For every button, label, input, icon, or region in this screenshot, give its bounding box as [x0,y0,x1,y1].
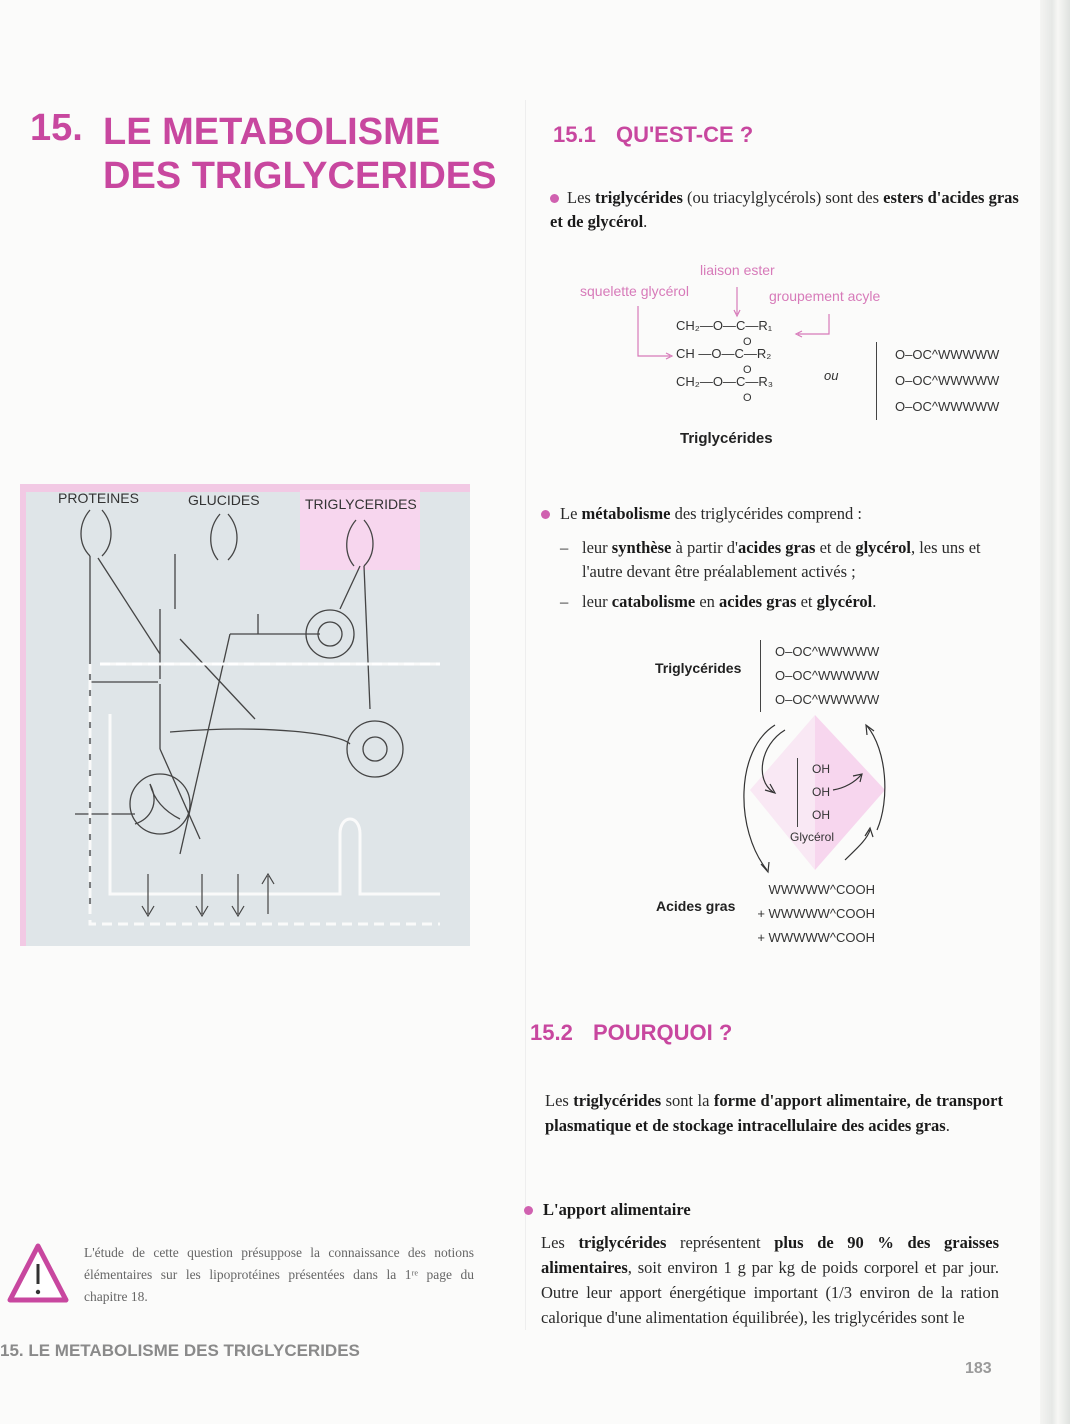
triglycerides-caption: Triglycérides [680,430,773,447]
pathway-diagram [20,484,470,946]
section2-title: POURQUOI ? [592,1020,733,1045]
list-item-synthese: – leur synthèse à partir d'acides gras et de glycérol, les uns et l'autre devant être préalablement activés ; [560,538,981,581]
cycle-triglycerides-label: Triglycérides [655,660,742,676]
cycle-triglyceride-chains: O–OC^WWWWW O–OC^WWWWW O–OC^WWWWW [760,640,879,712]
fatty-acids-formula: WWWWW^COOH + WWWWW^COOH + WWWWW^COOH [757,882,875,945]
label-triglycerides: TRIGLYCERIDES [305,496,417,512]
column-divider [525,100,526,1330]
label-proteines: PROTEINES [58,490,139,506]
metabolism-overview-figure [20,484,470,946]
chapter-title-line1: LE METABOLISME [103,111,441,153]
page-number: 183 [965,1360,992,1377]
triglyceride-formula: CH₂—O—C—R₁ CH —O—C—R₂ CH₂—O—C—R₃ [676,318,774,389]
running-footer-title: 15. LE METABOLISME DES TRIGLYCERIDES [0,1341,360,1360]
warning-note: L'étude de cette question présuppose la connaissance des notions élémentaires sur les lipoprotéines présentées dans la 1ʳᵉ page du chapitre 18. [84,1245,474,1304]
section1-number: 15.1 [553,122,596,147]
cycle-acides-gras-label: Acides gras [656,898,736,914]
or-label: ou [824,368,839,383]
glycerol-formula: OH OH OH [797,758,830,827]
section1-bullet2: Le métabolisme des triglycérides comprend : [541,502,1031,526]
bullet-icon [524,1206,533,1215]
apport-alimentaire-paragraph: Les triglycérides représentent plus de 90 % des graisses alimentaires, soit environ 1 g par kg de poids corporel et par jour. Outre leur apport énergétique important (1/3 environ de la ration calorique d'une alimentation équilibrée), les triglycérides sont le [541,1233,1000,1327]
metabolism-list [560,536,1025,614]
bullet-icon [550,194,559,203]
apport-alimentaire-heading: L'apport alimentaire [524,1198,691,1222]
bullet-icon [541,510,550,519]
page-gutter [1040,0,1070,1424]
carbonyl-oxygens: O O O [743,336,752,404]
section2-number: 15.2 [530,1020,573,1045]
triglyceride-cycle-diagram [655,630,925,950]
triglyceride-chain-formula: O–OC^WWWWW O–OC^WWWWW O–OC^WWWWW [876,342,999,420]
glycerol-label: Glycérol [790,830,835,844]
label-glucides: GLUCIDES [188,492,260,508]
warning-triangle-icon [6,1242,70,1304]
label-liaison-ester: liaison ester [700,262,775,278]
section1-title: QU'EST-CE ? [615,122,754,147]
label-groupement-acyle: groupement acyle [769,288,881,304]
section2-intro: Les triglycérides sont la forme d'apport alimentaire, de transport plasmatique et de stockage intracellulaire des acides gras. [545,1091,1003,1135]
chapter-number: 15. [30,107,83,149]
label-squelette-glycerol: squelette glycérol [580,283,689,299]
list-item-catabolisme: – leur catabolisme en acides gras et glycérol. [560,592,877,611]
chapter-title-line2: DES TRIGLYCERIDES [103,155,497,197]
section1-bullet1: Les triglycérides (ou triacylglycérols) sont des esters d'acides gras et de glycérol. [550,188,1019,231]
